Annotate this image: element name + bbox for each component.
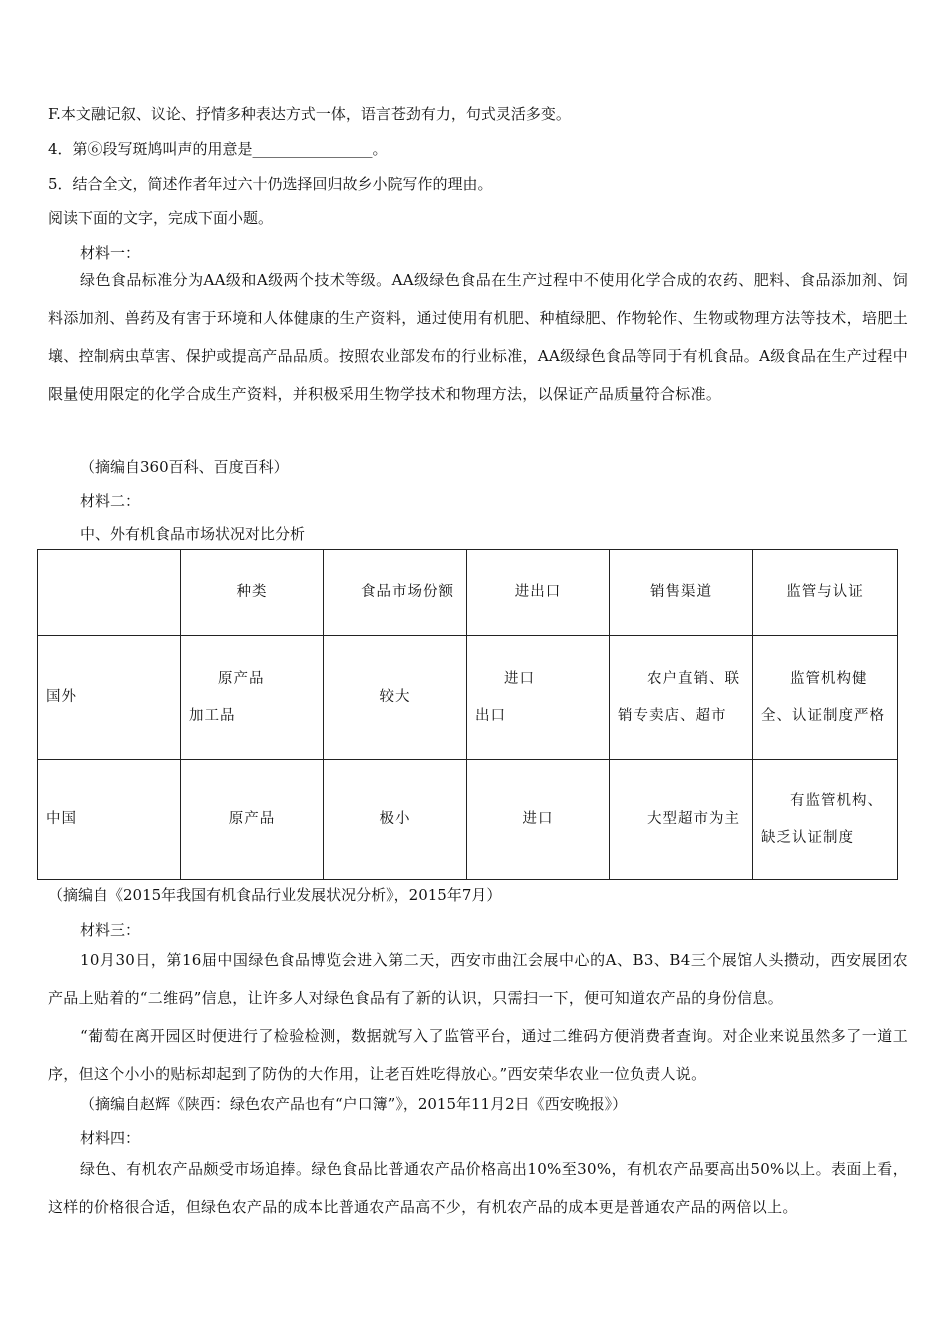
material-4-text: 绿色、有机农产品颇受市场追捧。绿色食品比普通农产品价格高出10%至30%，有机农产品要高出50%以上。表面上看，这样的价格很合适，但绿色农产品的成本比普通农产品高不少，有机农产品的成本更是普通农产品的两倍以上。 <box>48 1160 908 1216</box>
cell-kind <box>181 636 324 760</box>
header-trade: 进出口 <box>467 550 610 636</box>
reading-intro: 阅读下面的文字，完成下面小题。 <box>48 209 274 227</box>
material-1-text: 绿色食品标准分为AA级和A级两个技术等级。AA级绿色食品在生产过程中不使用化学合成的农药、肥料、食品添加剂、饲料添加剂、兽药及有害于环境和人体健康的生产资料，通过使用有机肥、种植绿肥、作物轮作、生物或物理方法等技术，培肥土壤、控制病虫草害、保护或提高产品品质。按照农业部发布的行业标准，AA级绿色食品等同于有机食品。A级食品在生产过程中限量使用限定的化学合成生产资料，并积极采用生物学技术和物理方法，以保证产品质量符合标准。 <box>48 271 908 403</box>
table-row <box>38 636 898 760</box>
cell-kind: 原产品 <box>181 760 324 880</box>
cell-kind-line: 加工品 <box>189 707 236 724</box>
table-caption: 中、外有机食品市场状况对比分析 <box>80 525 306 543</box>
header-market-share: 食品市场份额 <box>324 550 467 636</box>
cell-market-share: 较大 <box>324 636 467 760</box>
material-2-source: （摘编自《2015年我国有机食品行业发展状况分析》，2015年7月） <box>48 886 502 904</box>
cell-region: 国外 <box>38 636 181 760</box>
table-row <box>38 760 898 880</box>
header-cell-empty <box>38 550 181 636</box>
cell-trade: 进口 <box>467 760 610 880</box>
header-kind: 种类 <box>181 550 324 636</box>
cell-supervision: 有监管机构、缺乏认证制度 <box>753 760 898 880</box>
material-3-paragraph-1: 10月30日，第16届中国绿色食品博览会进入第二天，西安市曲江会展中心的A、B3、B4三个展馆人头攒动，西安展团农产品上贴着的“二维码”信息，让许多人对绿色食品有了新的认识，只需扫一下，便可知道农产品的身份信息。 <box>48 951 908 1007</box>
cell-trade-line: 出口 <box>475 707 506 724</box>
cell-channel: 农户直销、联销专卖店、超市 <box>610 636 753 760</box>
cell-market-share: 极小 <box>324 760 467 880</box>
cell-region: 中国 <box>38 760 181 880</box>
material-2-title: 材料二： <box>80 492 141 510</box>
comparison-table <box>37 549 898 880</box>
material-3-paragraph-2: “葡萄在离开园区时便进行了检验检测，数据就写入了监管平台，通过二维码方便消费者查询。对企业来说虽然多了一道工序，但这个小小的贴标却起到了防伪的大作用，让老百姓吃得放心。”西安荣华农业一位负责人说。 <box>48 1027 908 1083</box>
cell-kind-line: 原产品 <box>218 670 265 687</box>
material-1-source: （摘编自360百科、百度百科） <box>80 458 289 476</box>
material-4-title: 材料四： <box>80 1129 141 1147</box>
question-4: 4．第⑥段写斑鸠叫声的用意是________________。 <box>48 140 388 158</box>
material-3-title: 材料三： <box>80 921 141 939</box>
cell-channel: 大型超市为主 <box>610 760 753 880</box>
cell-supervision: 监管机构健全、认证制度严格 <box>753 636 898 760</box>
table-header-row <box>38 550 898 636</box>
question-5: 5．结合全文，简述作者年过六十仍选择回归故乡小院写作的理由。 <box>48 175 493 193</box>
header-channel: 销售渠道 <box>610 550 753 636</box>
option-f: F.本文融记叙、议论、抒情多种表达方式一体，语言苍劲有力，句式灵活多变。 <box>48 105 571 123</box>
material-3-source: （摘编自赵辉《陕西：绿色农产品也有“户口簿”》，2015年11月2日《西安晚报》） <box>80 1095 628 1113</box>
header-supervision: 监管与认证 <box>753 550 898 636</box>
material-1-title: 材料一： <box>80 244 141 262</box>
cell-trade-line: 进口 <box>504 670 535 687</box>
cell-trade <box>467 636 610 760</box>
